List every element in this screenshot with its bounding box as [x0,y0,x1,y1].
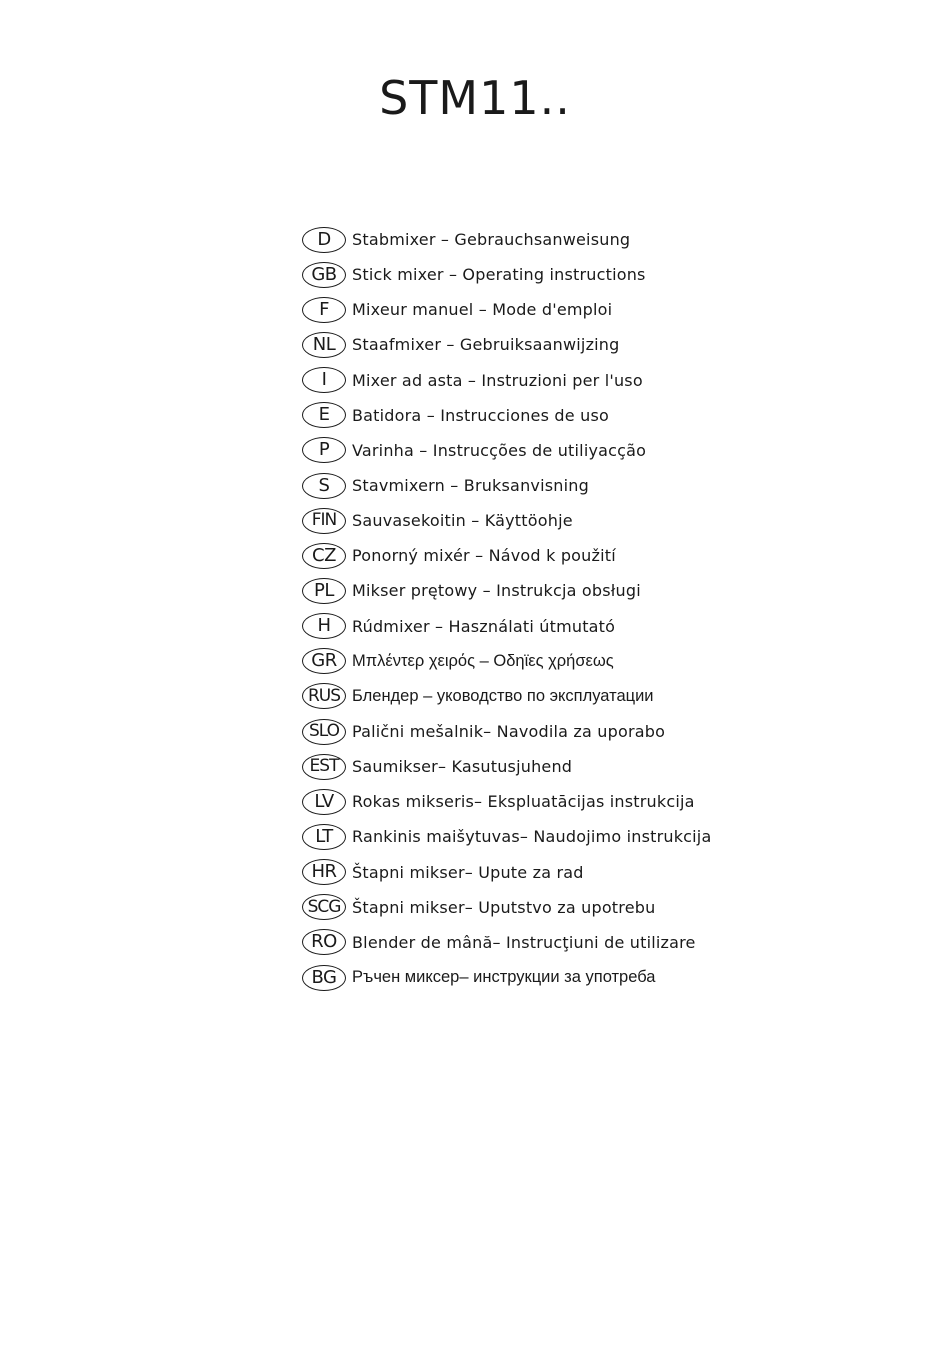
language-code-badge: SCG [302,894,346,920]
language-item-gr [302,644,722,679]
language-list [302,222,722,995]
language-title: Varinha – Instrucções de utiliyacção [352,440,647,460]
language-code-badge: EST [302,754,346,780]
language-title: Mixeur manuel – Mode d'emploi [352,300,613,320]
language-code-badge: GB [302,262,346,288]
language-item-d [302,222,722,257]
language-code-badge: D [302,227,346,253]
language-item-scg [302,890,722,925]
language-code-badge: P [302,437,346,463]
language-title: Blender de mână– Instrucţiuni de utilizare [352,932,696,952]
language-title: Batidora – Instrucciones de uso [352,405,609,425]
language-item-f [302,292,722,327]
language-title: Ponorný mixér – Návod k použití [352,546,616,566]
language-code-badge: NL [302,332,346,358]
language-code-badge: FIN [302,508,346,534]
language-code-badge: HR [302,859,346,885]
language-item-fin [302,503,722,538]
page-title: STM11.. [379,71,571,125]
language-item-bg [302,960,722,995]
language-item-hr [302,855,722,890]
language-title: Saumikser– Kasutusjuhend [352,757,573,777]
language-code-badge: LT [302,824,346,850]
language-code-badge: F [302,297,346,323]
language-item-gb [302,257,722,292]
language-code-badge: H [302,613,346,639]
language-item-p [302,433,722,468]
language-code-badge: GR [302,648,346,674]
language-item-nl [302,327,722,362]
language-item-lt [302,819,722,854]
language-code-badge: RO [302,929,346,955]
language-code-badge: I [302,367,346,393]
language-title: Stabmixer – Gebrauchsanweisung [352,230,631,250]
language-title: Sauvasekoitin – Käyttöohje [352,511,573,531]
language-title: Stavmixern – Bruksanvisning [352,476,589,496]
language-code-badge: RUS [302,683,346,709]
language-item-h [302,609,722,644]
language-title: Štapni mikser– Upute za rad [352,862,584,882]
language-title: Staafmixer – Gebruiksaanwijzing [352,335,620,355]
language-item-ro [302,925,722,960]
language-title: Stick mixer – Operating instructions [352,265,646,285]
language-code-badge: E [302,402,346,428]
language-item-s [302,468,722,503]
language-item-e [302,398,722,433]
language-code-badge: PL [302,578,346,604]
language-title: Μπλέντερ χειρός – Οδηϊες χρήσεως [352,651,614,670]
language-code-badge: S [302,473,346,499]
language-title: Mixer ad asta – Instruzioni per l'uso [352,370,643,390]
language-title: Rankinis maišytuvas– Naudojimo instrukcija [352,827,712,847]
language-title: Rúdmixer – Használati útmutató [352,616,616,636]
language-item-est [302,749,722,784]
language-code-badge: BG [302,965,346,991]
language-item-pl [302,573,722,608]
language-title: Palični mešalnik– Navodila za uporabo [352,722,666,742]
language-title: Блендер – уководство по эксплуатации [352,686,654,705]
language-item-cz [302,538,722,573]
language-title: Rokas mikseris– Ekspluatācijas instrukcija [352,792,695,812]
language-item-rus [302,679,722,714]
language-title: Ръчен миксер– инструкции за употреба [352,968,656,987]
language-title: Mikser prętowy – Instrukcja obsługi [352,581,641,601]
language-code-badge: LV [302,789,346,815]
language-title: Štapni mikser– Uputstvo za upotrebu [352,897,656,917]
language-item-lv [302,784,722,819]
language-item-i [302,363,722,398]
language-code-badge: CZ [302,543,346,569]
language-code-badge: SLO [302,719,346,745]
language-item-slo [302,714,722,749]
